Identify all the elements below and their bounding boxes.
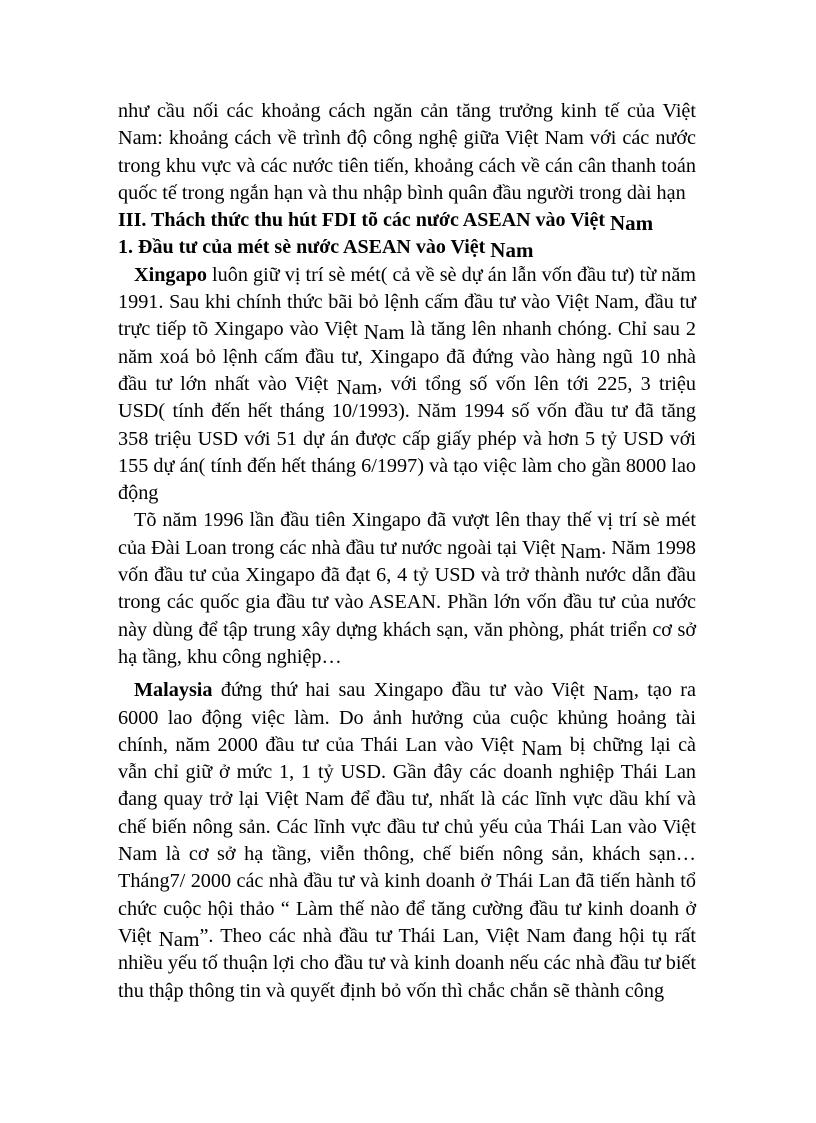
singapore-nam-2: Nam <box>336 374 378 399</box>
p1996-text-2: . Năm 1998 vốn đầu tư của Xingapo đã đạt 6, 4 tỷ USD và trở thành nước dẫn đầu trong các quốc gia đầu tư vào ASEAN. Phần lớn vốn đầu tư của nước này dùng để tập trung xây dựng khách sạn, văn phòng, phát triển cơ sở hạ tầng, khu công nghiệp… <box>118 536 697 668</box>
paragraph-singapore <box>118 262 696 508</box>
section-heading-iii <box>118 207 696 234</box>
malaysia-text-2: , tạo ra 6000 lao động việc làm. Do ảnh hưởng của cuộc khủng hoảng tài chính, năm 2000 đầu tư của Thái Lan vào Việt <box>118 679 696 756</box>
singapore-lead: Xingapo <box>134 263 207 286</box>
malaysia-text-4: ”. Theo các nhà đầu tư Thái Lan, Việt Nam đang hội tụ rất nhiều yếu tố thuận lợi cho đầu tư và kinh doanh nếu các nhà đầu tư biết thu thập thông tin và quyết định bỏ vốn thì chắc chắn sẽ thành công <box>118 924 696 1002</box>
intro-paragraph: như cầu nối các khoảng cách ngăn cản tăng trưởng kinh tế của Việt Nam: khoảng cách về trình độ công nghệ giữa Việt Nam với các nước trong khu vực và các nước tiên tiến, khoảng cách về cán cân thanh toán quốc tế trong ngắn hạn và thu nhập bình quân đầu người trong dài hạn <box>118 100 696 204</box>
malaysia-nam-1: Nam <box>593 681 634 706</box>
section-heading-iii-nam: Nam <box>609 211 654 236</box>
malaysia-text-1: đứng thứ hai sau Xingapo đầu tư vào Việt <box>212 679 594 702</box>
document-page <box>118 98 696 1005</box>
malaysia-text-3: bị chững lại cà vẫn chỉ giữ ở mức 1, 1 tỷ USD. Gần đây các doanh nghiệp Thái Lan đang quay trở lại Việt Nam để đầu tư, nhất là các lĩnh vực dầu khí và chế biến nông sản. Các lĩnh vực đầu tư chủ yếu của Thái Lan vào Việt Nam là cơ sở hạ tầng, viễn thông, chế biến nông sản, khách sạn… Tháng7/ 2000 các nhà đầu tư và kinh doanh ở Thái Lan đã tiến hành tổ chức cuộc hội thảo “ Làm thế nào để tăng cường đầu tư kinh doanh ở Việt <box>118 733 696 947</box>
malaysia-nam-3: Nam <box>158 926 200 951</box>
malaysia-nam-2: Nam <box>521 735 563 760</box>
singapore-text-1: luôn giữ vị trí sè mét( cả về sè dự án lẫn vốn đầu tư) từ năm 1991. Sau khi chính thức bãi bỏ lệnh cấm đầu tư vào Việt Nam, đầu tư trực tiếp tõ Xingapo vào Việt <box>118 263 696 341</box>
paragraph-malaysia <box>118 677 696 1005</box>
singapore-text-3: , với tổng số vốn lên tới 225, 3 triệu USD( tính đến hết tháng 10/1993). Năm 1994 số vốn đầu tư đã tăng 358 triệu USD với 51 dự án được cấp giấy phép và hơn 5 tỷ USD với 155 dự án( tính đến hết tháng 6/1997) và tạo việc làm cho gần 8000 lao động <box>118 372 696 505</box>
section-heading-iii-text: III. Thách thức thu hút FDI tõ các nước ASEAN vào Việt <box>118 209 610 232</box>
subsection-heading-1 <box>118 234 696 261</box>
p1996-text-1: Tõ năm 1996 lần đầu tiên Xingapo đã vượt lên thay thế vị trí sè mét của Đài Loan trong các nhà đầu tư nước ngoài tại Việt <box>118 509 696 559</box>
malaysia-lead: Malaysia <box>134 679 213 702</box>
subsection-heading-1-text: 1. Đầu tư của mét sè nước ASEAN vào Việt <box>118 236 491 259</box>
subsection-heading-1-nam: Nam <box>490 238 534 263</box>
paragraph-1996 <box>118 507 696 671</box>
singapore-nam-1: Nam <box>363 320 405 345</box>
p1996-nam-1: Nam <box>560 538 602 563</box>
singapore-text-2: là tăng lên nhanh chóng. Chỉ sau 2 năm xoá bỏ lệnh cấm đầu tư, Xingapo đã đứng vào hàng ngũ 10 nhà đầu tư lớn nhất vào Việt <box>118 318 696 395</box>
